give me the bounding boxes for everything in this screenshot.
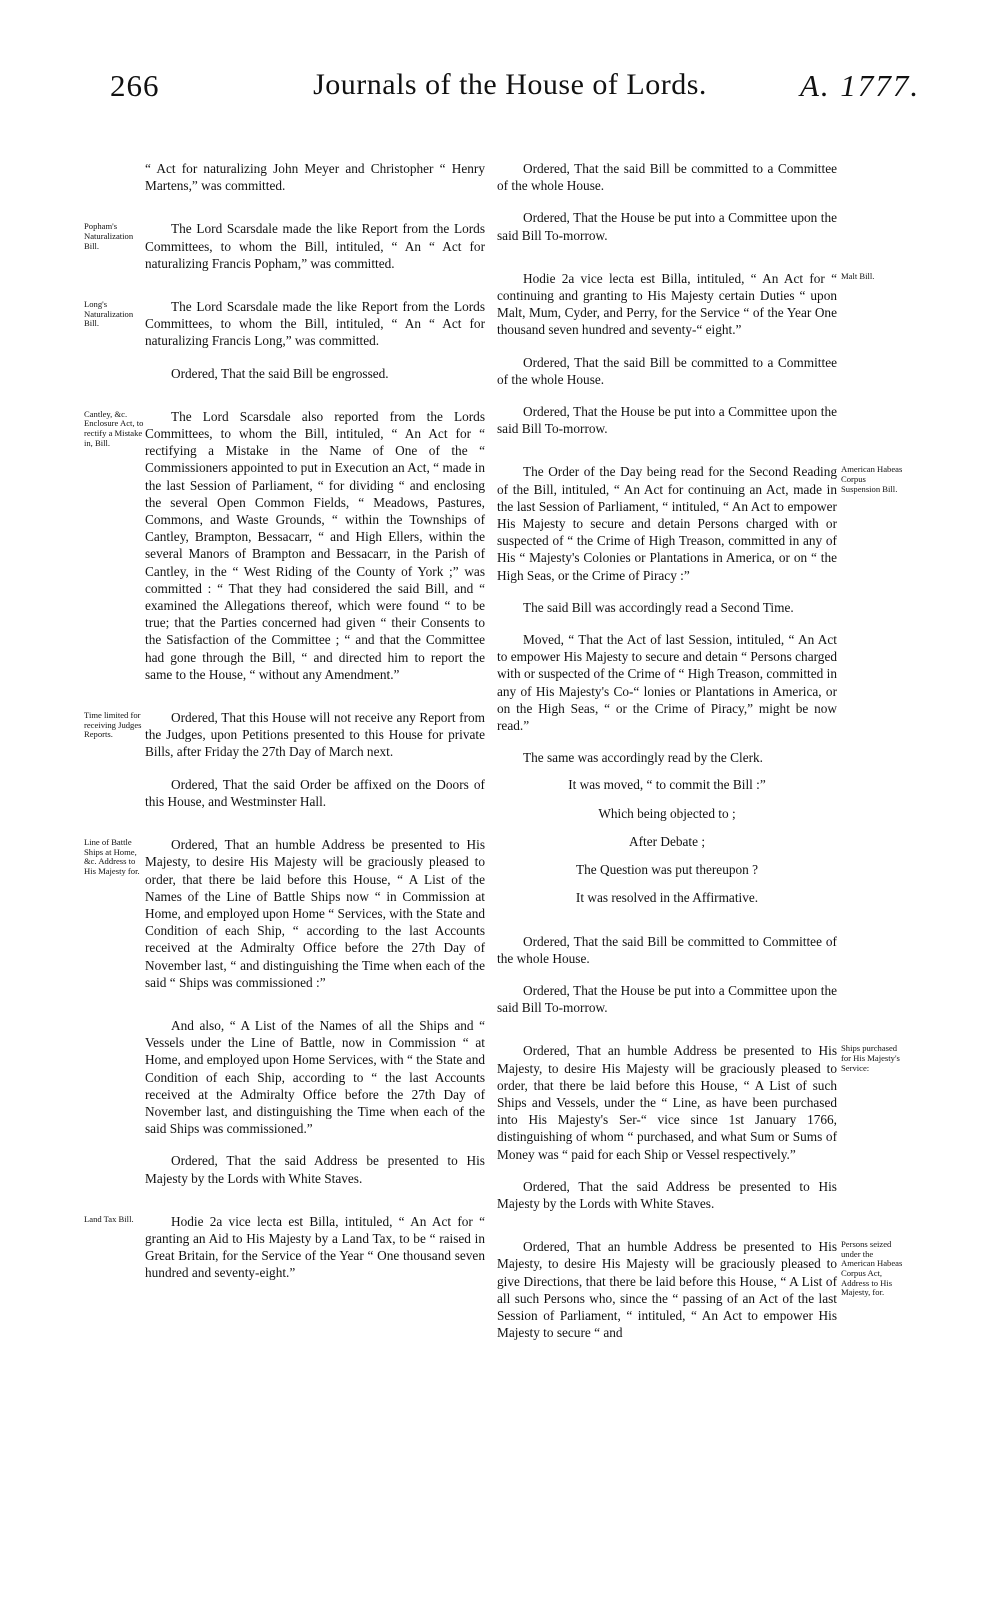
journal-entry xyxy=(497,933,837,967)
entry-text: After Debate ; xyxy=(628,833,706,849)
entry-text: The Lord Scarsdale made the like Report from the Lords Committees, to whom the Bill, intituled, “ An “ Act for naturalizing Francis Long,” was committed. xyxy=(145,299,485,349)
entry-text: Ordered, That the said Address be presented to His Majesty by the Lords with White Staves. xyxy=(145,1153,485,1186)
year-label: A. 1777. xyxy=(800,68,921,103)
margin-note: Persons seized under the American Habeas Corpus Act, Address to His Majesty, for. xyxy=(841,1239,903,1298)
entry-text: “ Act for naturalizing John Meyer and Christopher “ Henry Martens,” was committed. xyxy=(145,161,485,194)
entry-text: It was resolved in the Affirmative. xyxy=(575,890,759,906)
journal-entry xyxy=(497,463,903,583)
margin-note: Ships purchased for His Majesty's Service: xyxy=(841,1043,900,1073)
journal-entry xyxy=(84,298,485,350)
journal-entry xyxy=(497,631,837,734)
journal-entry xyxy=(84,709,485,761)
journal-entry xyxy=(145,1152,485,1186)
entry-text: Moved, “ That the Act of last Session, intituled, “ An Act to empower His Majesty to secure and detain “ Persons charged with or suspected of the Crime of “ High Treason, committed in any of His Majesty's Co-“ lonies or Plantations in America, or on the High Seas, “ or the Crime of Piracy,” might be now read.” xyxy=(497,632,837,734)
entry-text: The same was accordingly read by the Clerk. xyxy=(523,750,763,766)
entry-text: Ordered, That the said Bill be engrossed. xyxy=(171,365,389,381)
margin-note: Land Tax Bill. xyxy=(84,1213,134,1224)
entry-text: Ordered, That the said Order be affixed on the Doors of this House, and Westminster Hall. xyxy=(145,776,485,809)
journal-entry xyxy=(497,776,837,793)
entry-text: The said Bill was accordingly read a Second Time. xyxy=(523,599,794,615)
journal-entry xyxy=(497,805,837,822)
margin-note: Time limited for receiving Judges Reports. xyxy=(84,710,142,740)
journal-entry xyxy=(497,209,837,243)
page-number: 266 xyxy=(110,68,160,103)
entry-text: The Lord Scarsdale also reported from the Lords Committees, to whom the Bill, intituled, “ An Act for “ rectifying a Mistake in the Name of One of the “ Commissioners appointed to put in Execution an Act, “ made in the last Session of Parliament, “ for dividing “ and enclosing the several Open Common Fields, “ Meadows, Pastures, Commons, and Waste Grounds, “ within the Townships of Cantley, Brampton, Bessacarr, “ and High Ellers, within the several Manors of Brampton and Bessacarr, in the Parish of Cantley, in the “ West Riding of the County of York ;” was committed : “ That they had considered the said Bill, and “ examined the Allegations thereof, which were found “ to be true; that the Parties concerned had given “ their Consents to the Satisfaction of the Committee ; “ and that the Committee had gone through the Bill, “ and directed him to report the same to the House, “ without any Amendment.” xyxy=(145,408,485,682)
entry-text: Ordered, That the House be put into a Committee upon the said Bill To-morrow. xyxy=(497,982,837,1016)
journal-entry xyxy=(497,354,837,388)
journal-entry xyxy=(497,270,875,339)
journal-entry xyxy=(145,365,485,382)
entry-text: Ordered, That an humble Address be presented to His Majesty, to desire His Majesty will be graciously pleased to order, that there be laid before this House, “ A List of such Ships and Vessels, under the “ Line, as have been purchased into His Majesty's Ser-“ vice since 1st January 1766, distinguishing of whom “ purchased, and what Sum or Sums of Money was “ paid for each Ship or Vessel respectively.” xyxy=(497,1043,837,1162)
journal-entry xyxy=(497,889,837,906)
journal-entry xyxy=(84,1213,485,1282)
journal-entry xyxy=(145,160,485,194)
left-column xyxy=(84,160,485,1297)
journal-entry xyxy=(145,1017,485,1137)
journal-entry xyxy=(497,1042,900,1162)
entry-text: Hodie 2a vice lecta est Billa, intituled, “ An Act for “ continuing and granting to His Majesty certain Duties “ upon Malt, Mum, Cyder, and Perry, for the Service “ of the Year One thousand seven hundred and seventy-“ eight.” xyxy=(497,270,837,338)
journal-entry xyxy=(497,749,837,766)
journal-entry xyxy=(497,160,837,194)
entry-text: And also, “ A List of the Names of all the Ships and “ Vessels under the Line of Battle, now in Commission “ at Home, and employed upon Home Services, with “ the State and Condition of each Ship, according to “ the last Accounts received at the Admiralty Office before the 27th Day of November last, and distinguishing the Time when each of the said Ships was commissioned.” xyxy=(145,1017,485,1137)
right-column xyxy=(497,160,903,1356)
entry-text: The Question was put thereupon ? xyxy=(575,862,759,878)
margin-note: Popham's Naturalization Bill. xyxy=(84,221,134,251)
entry-text: Ordered, That the said Address be presented to His Majesty by the Lords with White Staves. xyxy=(497,1178,837,1211)
margin-note: Long's Naturalization Bill. xyxy=(84,299,134,329)
journal-entry xyxy=(84,220,485,272)
journal-entry xyxy=(497,982,837,1016)
journal-entry xyxy=(145,776,485,810)
entry-text: Ordered, That an humble Address be presented to His Majesty, to desire His Majesty will be graciously pleased to order, that there be laid before this House, “ A List of the Names of the Line of Battle Ships now “ in Commission at Home, and employed upon Home “ Services, with the State and Condition of each Ship, “ according to the last Accounts received at the Admiralty Office before the 27th Day of November last, “ and distinguishing the Time when each of the said “ Ships was commissioned :” xyxy=(145,837,485,990)
margin-note: American Habeas Corpus Suspension Bill. xyxy=(841,464,903,494)
journal-entry xyxy=(497,403,837,437)
entry-text: The Order of the Day being read for the Second Reading of the Bill, intituled, “ An Act for continuing an Act, made in the last Session of Parliament, “ intituled, “ An Act to empower His Majesty to secure and detain Persons charged with or suspected of “ the Crime of High Treason, committed in any of His “ Majesty's Colonies or Plantations in America, or on “ the High Seas, or the Crime of Piracy :” xyxy=(497,464,837,583)
entry-text: Ordered, That an humble Address be presented to His Majesty, to desire His Majesty will be graciously pleased to give Directions, that there be laid before this House, “ A List of all such Persons who, since the “ passing of an Act of the last Session of Parliament, “ intituled, “ An Act to empower His Majesty to secure “ and xyxy=(497,1239,837,1341)
journal-entry xyxy=(84,836,485,991)
entry-text: Which being objected to ; xyxy=(598,805,736,821)
entry-text: It was moved, “ to commit the Bill :” xyxy=(568,777,766,793)
entry-text: Ordered, That the House be put into a Committee upon the said Bill To-morrow. xyxy=(497,210,837,243)
journal-entry xyxy=(497,599,837,616)
entry-text: Ordered, That the said Bill be committed to a Committee of the whole House. xyxy=(497,161,837,194)
entry-text: Hodie 2a vice lecta est Billa, intituled, “ An Act for “ granting an Aid to His Majesty by a Land Tax, to be “ raised in Great Britain, for the Service of the Year “ One thousand seven hundred and seventy-eight.” xyxy=(145,1213,485,1281)
entry-text: Ordered, That this House will not receive any Report from the Judges, upon Petitions presented to this House for private Bills, after Friday the 27th Day of March next. xyxy=(145,710,485,760)
journal-entry xyxy=(497,861,837,878)
journal-entry xyxy=(497,1178,837,1212)
entry-text: Ordered, That the House be put into a Committee upon the said Bill To-morrow. xyxy=(497,404,837,437)
page-header xyxy=(0,68,992,118)
journal-entry xyxy=(497,1238,903,1341)
journal-entry xyxy=(84,408,485,683)
entry-text: The Lord Scarsdale made the like Report from the Lords Committees, to whom the Bill, intituled, “ An “ Act for naturalizing Francis Popham,” was committed. xyxy=(145,221,485,271)
entry-text: Ordered, That the said Bill be committed to Committee of the whole House. xyxy=(497,933,837,966)
journal-entry xyxy=(497,833,837,850)
margin-note: Malt Bill. xyxy=(841,270,875,281)
journal-title: Journals of the House of Lords. xyxy=(313,68,707,101)
entry-text: Ordered, That the said Bill be committed to a Committee of the whole House. xyxy=(497,354,837,387)
margin-note: Cantley, &c. Enclosure Act, to rectify a Mistake in, Bill. xyxy=(84,408,144,448)
margin-note: Line of Battle Ships at Home, &c. Address to His Majesty for. xyxy=(84,837,140,876)
